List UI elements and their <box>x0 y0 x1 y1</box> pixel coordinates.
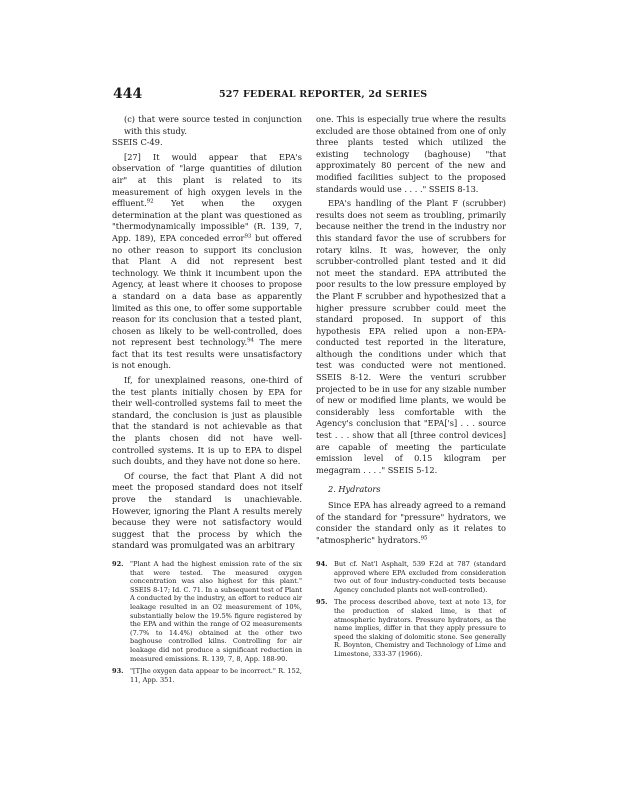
paragraph: (c) that were source tested in conjunction with this study. <box>124 114 302 136</box>
left-column <box>112 114 302 552</box>
footnote-ref: 94 <box>247 337 255 344</box>
footnote <box>316 560 506 594</box>
section-heading: 2. Hydrators <box>328 484 381 495</box>
footnote-text: "[T]he oxygen data appear to be incorrect." R. 152, 11, App. 351. <box>130 667 302 684</box>
paragraph: one. This is especially true where the results excluded are those obtained from one of only three plants tested which utilized the existing technology (baghouse) "that approximately 80 percent of the new and modified facilities subject to the proposed standards would use . . . ." SSEIS 8-13. <box>316 114 506 194</box>
footnote-text: "Plant A had the highest emission rate of the six that were tested. The measured oxygen concentration was also highest for this plant." SSEIS 8-17; Id. C. 71. In a subsequent test of Plant A conducted by the industry, an effort to reduce air leakage resulted in an O2 measurement of 10%, substantially below the 19.5% figure registered by the EPA and within the range of O2 measurements (7.7% to 14.4%) obtained at the other two baghouse controlled kilns. Controlling for air leakage did not produce a significant reduction in measured emissions. R. 139, 7, 8, App. 188-90. <box>130 560 302 663</box>
footnote-number: 95. <box>316 598 328 607</box>
footnote-text: But cf. Nat'l Asphalt, 539 F.2d at 787 (standard approved where EPA excluded from consideration two out of four industry-conducted tests because Agency concluded plants not well-controlled). <box>334 560 506 594</box>
footnote <box>112 560 302 663</box>
paragraph: [27] It would appear that EPA's observation of "large quantities of dilution air" at this plant is related to its measurement of high oxygen levels in the effluent.$^{92}$ Yet when the oxygen determination at the plant was questioned as "thermodynamically impossible" (R. 139, 7, App. 189), EPA conceded error$^{93}$ but offered no other reason to support its conclusion that Plant A did not represent best technology. We think it incumbent upon the Agency, at least where it chooses to propose a standard on a data base as apparently limited as this one, to offer some supportable reason for its conclusion that a tested plant, chosen as likely to be well-controlled, does not represent best technology.$^{94}$ The mere fact that its test results were unsatisfactory is not enough. <box>112 151 303 371</box>
paragraph: Since EPA has already agreed to a remand of the standard for "pressure" hydrators, we consider the standard only as it relates to "atmospheric" hydrators.$^{95}$ <box>316 500 506 545</box>
footnote <box>112 667 302 684</box>
paragraph: Of course, the fact that Plant A did not meet the proposed standard does not itself prove the standard is unachievable. However, ignoring the Plant A results merely because they were not satisfactory would suggest that the process by which the standard was promulgated was an arbitrary <box>112 470 302 551</box>
right-column <box>316 114 506 546</box>
footnote <box>316 598 506 658</box>
footnote-ref: 95 <box>420 535 428 542</box>
footnote-ref: 93 <box>244 233 252 240</box>
footnote-number: 93. <box>112 667 124 676</box>
footnote-number: 92. <box>112 560 124 568</box>
footnote-number: 94. <box>316 560 328 568</box>
footnotes-left <box>112 560 302 688</box>
paragraph: If, for unexplained reasons, one-third of the test plants initially chosen by EPA for their well-controlled systems fail to meet the standard, the conclusion is just as plausible that the standard is not achievable as that the plants chosen did not have well-controlled systems. It is up to EPA to dispel such doubts, and they have not done so here. <box>112 375 302 467</box>
footnotes-right <box>316 560 506 663</box>
running-head: 527 FEDERAL REPORTER, 2d SERIES <box>219 89 428 100</box>
footnote-ref: 92 <box>146 198 154 205</box>
paragraph: EPA's handling of the Plant F (scrubber) results does not seem as troubling, primarily because neither the trend in the industry nor this standard favor the use of scrubbers for rotary kilns. It was, however, the only scrubber-controlled plant tested and it did not meet the standard. EPA attributed the poor results to the low pressure employed by the Plant F scrubber and hypothesized that a higher pressure scrubber could meet the standard proposed. In support of this hypothesis EPA relied upon a non-EPA-conducted test reported in the literature, although the conditions under which that test was conducted were not mentioned. SSEIS 8-12. Were the venturi scrubber projected to be in use for any sizable number of new or modified lime plants, we would be considerably less comfortable with the Agency's conclusion that "EPA['s] . . . source test . . . show that all [three control devices] are capable of meeting the particulate emission level of 0.15 kilogram per megagram . . . ." SSEIS 5-12. <box>316 198 506 475</box>
paragraph: SSEIS C-49. <box>112 137 163 148</box>
page-number: 444 <box>113 86 143 102</box>
footnote-text: The process described above, text at note 13, for the production of slaked lime, is that of atmospheric hydrators. Pressure hydrators, as the name implies, differ in that they apply pressure to speed the slaking of dolomitic stone. See generally R. Boynton, Chemistry and Technology of Lime and Limestone, 333-37 (1966). <box>334 598 506 658</box>
